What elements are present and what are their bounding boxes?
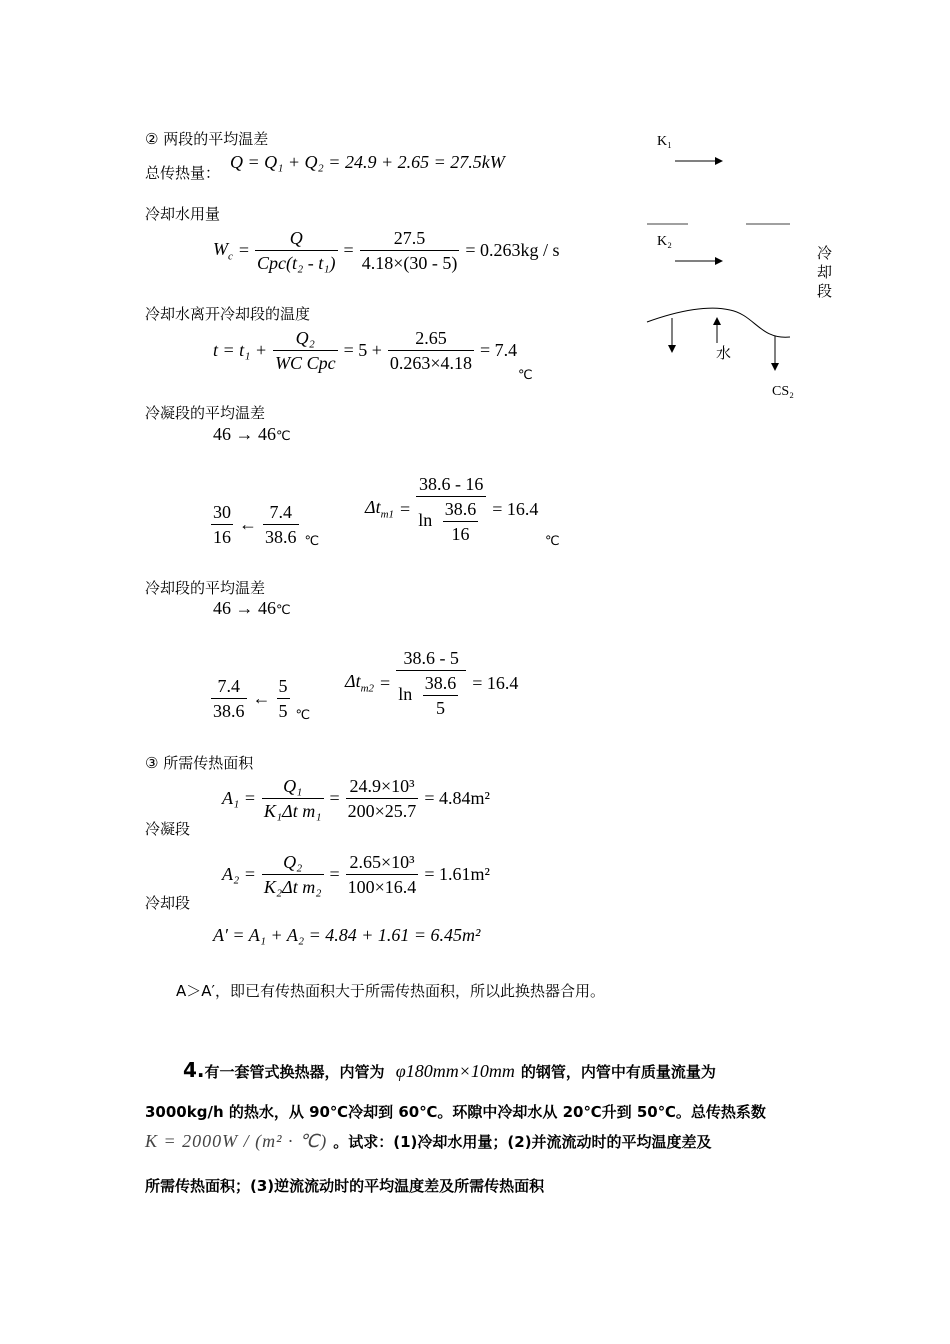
cool-mean-label: 冷却段的平均温差	[145, 579, 266, 597]
cool-temp-line: 46 → 46℃	[213, 598, 291, 618]
down-arrowhead-left-icon	[668, 345, 676, 353]
k1-label: K₁	[657, 134, 672, 149]
cool-dtm-equation: $\Delta t_{m2}$ = 38.6 - 5 ln $\frac{38.6}{5}$ = 16.4	[345, 648, 519, 718]
total-heat-label: 总传热量：	[145, 164, 221, 182]
total-area-equation: A′ = A₁ + A₂ = 4.84 + 1.61 = 6.45m²	[213, 925, 481, 945]
cooling-water-equation: $W_c$ = $\frac{Q}{\text{Cpc(t₂ - t₁)}}$ = $\frac{27.5}{4.18\times(30 - 5)}$ = 0.263kg / s	[213, 228, 560, 273]
problem-line-3: K = 2000W / (m² · ℃) 。试求：(1)冷却水用量；(2)并流流动时的平均温度差及	[145, 1131, 712, 1151]
problem-line-2: 3000kg/h 的热水，从 90℃冷却到 60℃。环隙中冷却水从 20℃升到 50℃。总传热系数	[145, 1103, 766, 1121]
problem-line-1: 4.有一套管式换热器，内管为 φ180mm×10mm 的钢管，内管中有质量流量为	[183, 1058, 716, 1082]
a1-equation: A₁ = $\frac{\text{Q₁}}{\text{K₁Δt m₁}}$ = $\frac{\text{24.9×10³}}{200\times 25.7}$ = 4.84m²	[222, 776, 490, 821]
cs2-arrowhead-icon	[771, 363, 779, 371]
conclusion: A＞A′，即已有传热面积大于所需传热面积，所以此换热器合用。	[176, 982, 605, 1000]
problem-line-4: 所需传热面积；(3)逆流流动时的平均温度差及所需传热面积	[145, 1177, 545, 1195]
side-label-1: 冷	[817, 246, 833, 262]
k2-arrowhead-icon	[715, 257, 723, 265]
cond-mean-label: 冷凝段的平均温差	[145, 404, 266, 422]
water-label: 水	[716, 346, 732, 362]
cooling-water-label: 冷却水用量	[145, 205, 221, 223]
total-heat-equation: Q = Q₁ + Q₂ = 24.9 + 2.65 = 27.5kW	[230, 152, 505, 172]
cond-dtm-equation: $\Delta t_{m1}$ = 38.6 - 16 ln $\frac{38.6}{16}$ = 16.4	[365, 474, 539, 544]
leave-temp-label: 冷却水离开冷却段的温度	[145, 305, 311, 323]
side-label-2: 却	[817, 265, 833, 281]
leave-temp-unit: ℃	[518, 368, 533, 383]
k2-label: K₂	[657, 234, 672, 249]
cool-temp-fractions: $\frac{7.4}{38.6}$ ← $\frac{5}{5}$ ℃	[213, 676, 311, 723]
cond-temp-fractions: $\frac{30}{16}$ ← $\frac{7.4}{38.6}$ ℃	[213, 502, 320, 549]
side-label-3: 段	[817, 284, 833, 300]
a2-equation: A₂ = $\frac{\text{Q₂}}{\text{K₂Δt m₂}}$ = $\frac{\text{2.65×10³}}{100\times 16.4}$ = 1.61m²	[222, 852, 490, 897]
water-up-arrowhead-icon	[713, 317, 721, 325]
cooling-section-diagram	[640, 125, 850, 405]
cond-temp-line: 46 → 46℃	[213, 424, 291, 444]
section2-heading: ② 两段的平均温差	[145, 130, 269, 148]
leave-temp-equation: t = t₁ + $\frac{\text{Q₂}}{\text{WC Cpc}}$ = 5 + $\frac{2.65}{0.263\times 4.18}$ = 7.4	[213, 328, 518, 373]
k1-arrowhead-icon	[715, 157, 723, 165]
a2-label: 冷却段	[145, 894, 191, 912]
section3-heading: ③ 所需传热面积	[145, 754, 254, 772]
cond-dtm-unit: ℃	[545, 534, 560, 549]
cs2-label: CS₂	[772, 384, 795, 399]
a1-label: 冷凝段	[145, 820, 191, 838]
